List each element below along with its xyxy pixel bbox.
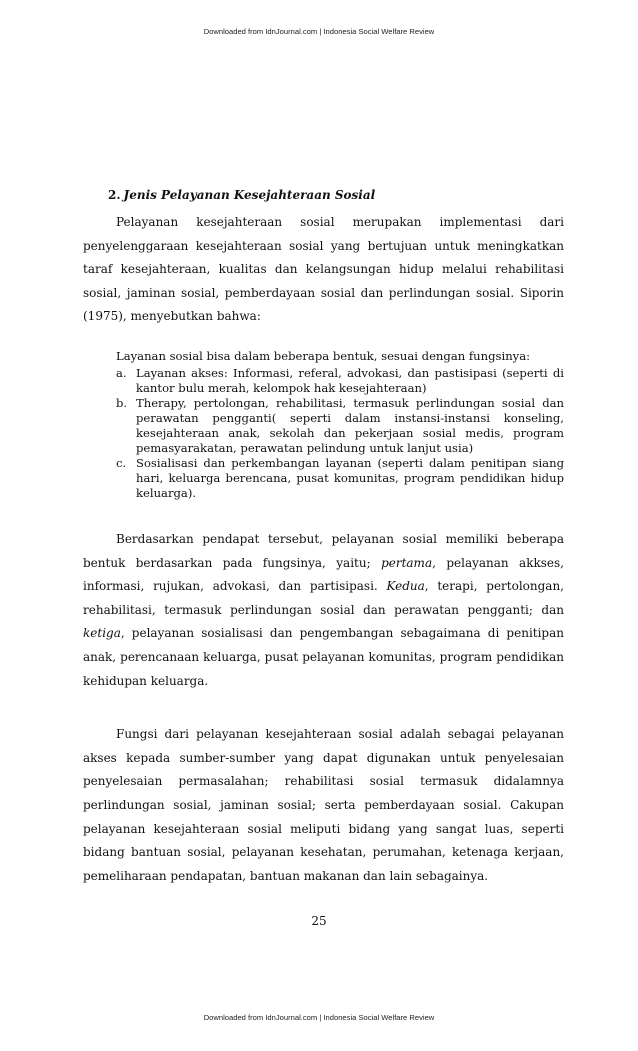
paragraph-intro: Pelayanan kesejahteraan sosial merupakan implementasi dari penyelenggaraan kesejahteraan sosial yang bertujuan untuk meningkatkan taraf kesejahteraan, kualitas dan kelangsungan hidup melalui rehabilitasi sosial, jaminan sosial, pemberdayaan sosial dan perlindungan sosial. Siporin (1975), menyebutkan bahwa: (83, 215, 564, 324)
section-title: Jenis Pelayanan Kesejahteraan Sosial (123, 188, 376, 202)
download-note-footer: Downloaded from IdnJournal.com | Indonesia Social Welfare Review (203, 1013, 435, 1022)
paragraph-text: , pelayanan akkses, informasi, rujukan, advokasi, dan partisipasi. (83, 555, 564, 594)
term-ketiga: ketiga (83, 626, 121, 641)
page-number: 25 (311, 914, 327, 928)
quote-item-text: Layanan akses: Informasi, referal, advokasi, dan pastisipasi (seperti di kantor bulu merah, kelompok hak kesejahteraan) (136, 365, 564, 395)
term-kedua: Kedua (386, 579, 425, 594)
quote-item (116, 366, 564, 396)
quote-item-text: Therapy, pertolongan, rehabilitasi, termasuk perlindungan sosial dan perawatan pengganti( seperti dalam instansi-instansi konseling, kesejahteraan anak, sekolah dan pekerjaan sosial medis, program pemasyarakatan, perawatan pelindung untuk lanjut usia) (136, 395, 564, 455)
quote-item (116, 456, 564, 501)
paragraph-forms (83, 528, 564, 693)
paragraph-text: Berdasarkan pendapat tersebut, pelayanan sosial memiliki beberapa bentuk berdasarkan pada fungsinya, yaitu; (83, 531, 564, 570)
page-body (83, 180, 564, 888)
quote-item-text: Sosialisasi dan perkembangan layanan (seperti dalam penitipan siang hari, keluarga berencana, pusat komunitas, program pendidikan hidup keluarga). (136, 455, 564, 500)
section-number: 2. (108, 188, 121, 202)
paragraph-text: , pelayanan sosialisasi dan pengembangan sebagaimana di penitipan anak, perencanaan keluarga, pusat pelayanan komunitas, program pendidikan kehidupan keluarga. (83, 626, 564, 688)
section-heading (108, 188, 564, 202)
term-pertama: pertama (381, 555, 433, 570)
block-quote (116, 349, 564, 501)
paragraph-text: , terapi, pertolongan, rehabilitasi, termasuk perlindungan sosial dan perawatan pengganti; dan (83, 579, 564, 617)
paragraph-functions: Fungsi dari pelayanan kesejahteraan sosial adalah sebagai pelayanan akses kepada sumber-sumber yang dapat digunakan untuk penyelesaian penyelesaian permasalahan; rehabilitasi sosial termasuk didalamnya perlindungan sosial, jaminan sosial; serta pemberdayaan sosial. Cakupan pelayanan kesejahteraan sosial meliputi bidang yang sangat luas, seperti bidang bantuan sosial, pelayanan kesehatan, perumahan, ketenaga kerjaan, pemeliharaan pendapatan, bantuan makanan dan lain sebagainya. (83, 727, 564, 883)
quote-intro: Layanan sosial bisa dalam beberapa bentuk, sesuai dengan fungsinya: (116, 348, 531, 363)
download-note-header: Downloaded from IdnJournal.com | Indonesia Social Welfare Review (203, 27, 435, 36)
quote-item-label: c. (116, 455, 127, 470)
quote-item-label: b. (116, 395, 128, 410)
quote-item (116, 396, 564, 456)
quote-item-label: a. (116, 365, 127, 380)
